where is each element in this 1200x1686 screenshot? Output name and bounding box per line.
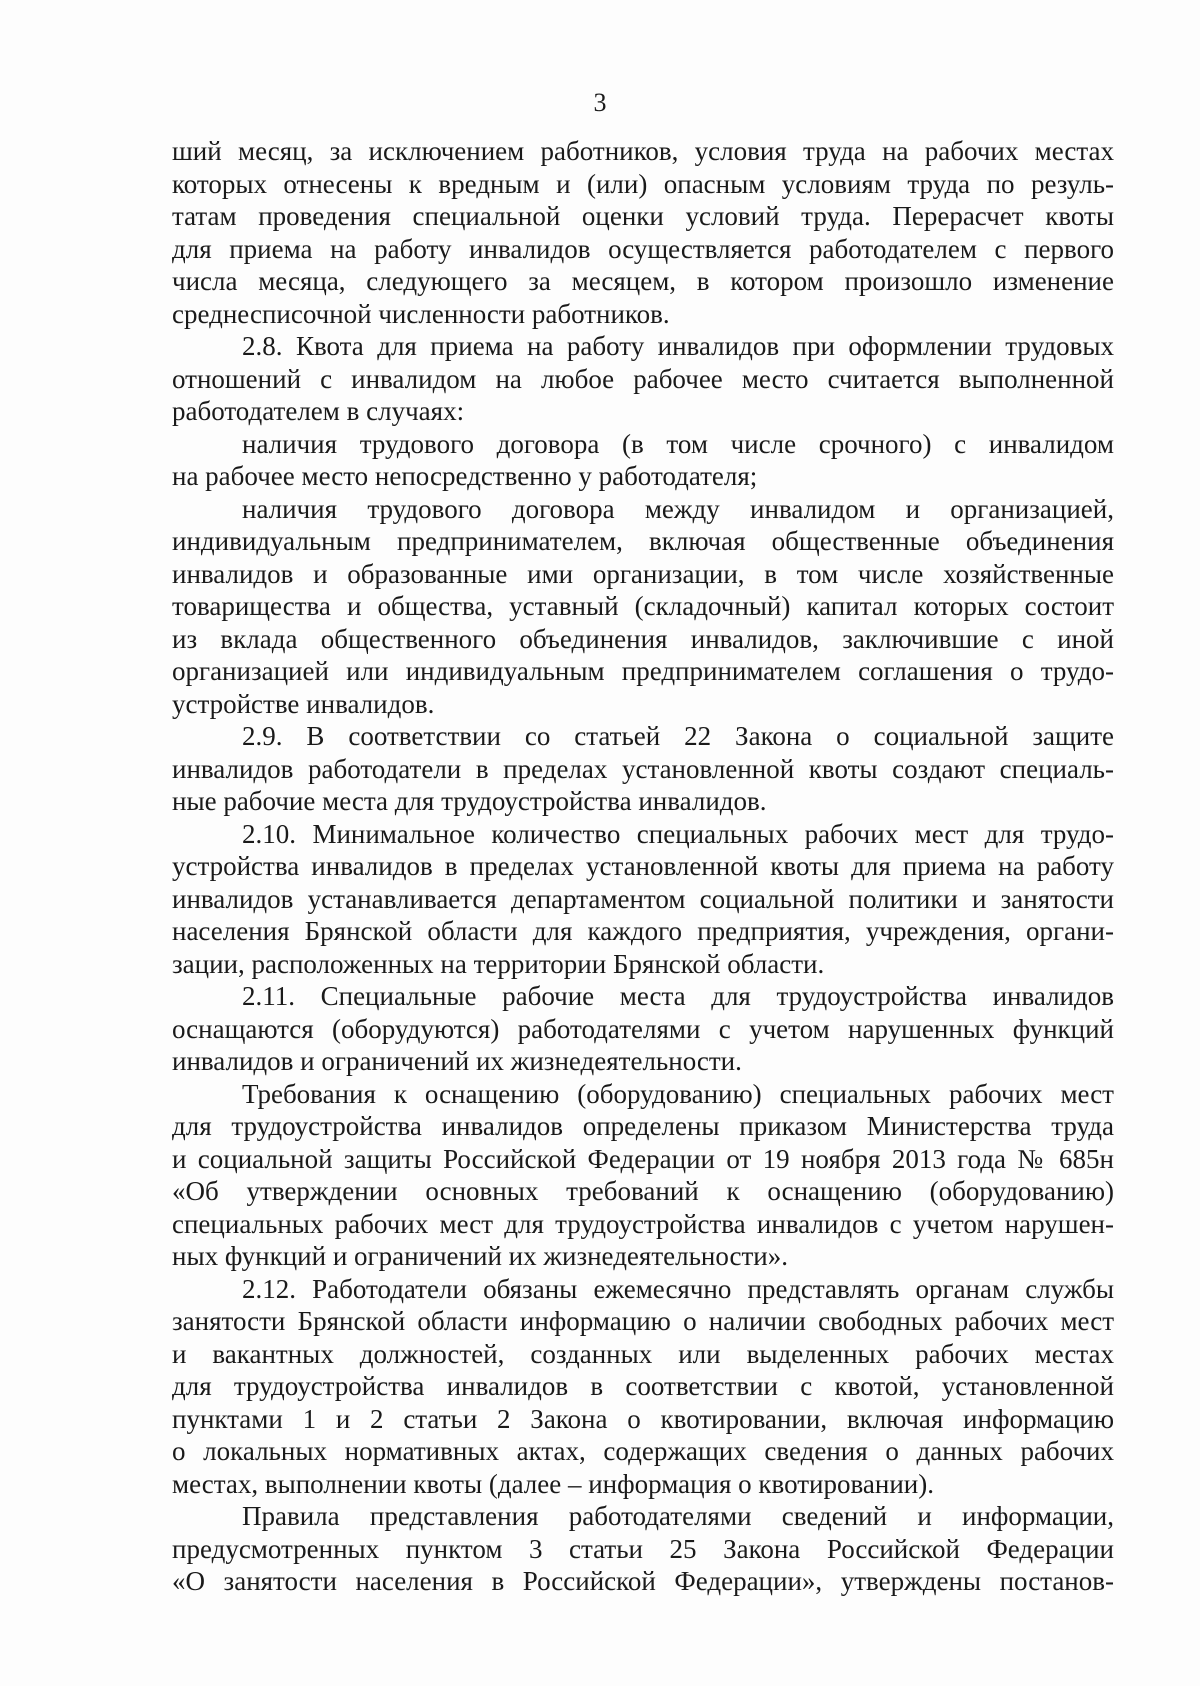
text-line: 2.12. Работодатели обязаны ежемесячно представлять органам службы bbox=[242, 1273, 1114, 1304]
text-line: инвалидов и ограничений их жизнедеятельности. bbox=[172, 1046, 742, 1076]
text-line: инвалидов устанавливается департаментом социальной политики и занятости bbox=[172, 883, 1114, 914]
text-line: для трудоустройства инвалидов в соответствии с квотой, установленной bbox=[172, 1371, 1114, 1401]
text-line: числа месяца, следующего за месяцем, в котором произошло изменение bbox=[172, 266, 1114, 296]
text-line: наличия трудового договора (в том числе срочного) с инвалидом bbox=[242, 428, 1114, 459]
text-line: зации, расположенных на территории Брянской области. bbox=[172, 948, 825, 979]
text-line: татам проведения специальной оценки условий труда. Перерасчет квоты bbox=[172, 201, 1114, 231]
text-line: товарищества и общества, уставный (складочный) капитал которых состоит bbox=[172, 591, 1114, 621]
text-line: устройстве инвалидов. bbox=[172, 688, 435, 719]
text-line: оснащаются (оборудуются) работодателями с учетом нарушенных функций bbox=[172, 1013, 1114, 1044]
text-line: устройства инвалидов в пределах установленной квоты для приема на работу bbox=[172, 851, 1114, 881]
text-line: предусмотренных пунктом 3 статьи 25 Закона Российской Федерации bbox=[172, 1533, 1114, 1564]
text-line: 2.8. Квота для приема на работу инвалидов при оформлении трудовых bbox=[242, 331, 1114, 361]
text-line: среднесписочной численности работников. bbox=[172, 298, 670, 329]
text-line: инвалидов и образованные ими организации, в том числе хозяйственные bbox=[172, 558, 1114, 589]
text-line: 2.10. Минимальное количество специальных рабочих мест для трудо- bbox=[242, 818, 1114, 849]
text-line: наличия трудового договора между инвалидом и организацией, bbox=[242, 493, 1114, 524]
text-line: отношений с инвалидом на любое рабочее место считается выполненной bbox=[172, 363, 1114, 394]
text-line: местах, выполнении квоты (далее – информация о квотировании). bbox=[172, 1468, 934, 1499]
text-line: Требования к оснащению (оборудованию) специальных рабочих мест bbox=[242, 1078, 1114, 1109]
text-line: и социальной защиты Российской Федерации от 19 ноября 2013 года № 685н bbox=[172, 1143, 1114, 1174]
text-line: индивидуальным предпринимателем, включая общественные объединения bbox=[172, 526, 1114, 556]
text-line: пунктами 1 и 2 статьи 2 Закона о квотировании, включая информацию bbox=[172, 1403, 1114, 1434]
text-line: ных функций и ограничений их жизнедеятельности». bbox=[172, 1241, 789, 1271]
text-line: занятости Брянской области информацию о наличии свободных рабочих мест bbox=[172, 1306, 1114, 1336]
text-line: и вакантных должностей, созданных или выделенных рабочих местах bbox=[172, 1338, 1114, 1369]
text-line: ший месяц, за исключением работников, условия труда на рабочих местах bbox=[172, 136, 1114, 166]
text-line: Правила представления работодателями сведений и информации, bbox=[242, 1501, 1114, 1531]
text-line: «Об утверждении основных требований к оснащению (оборудованию) bbox=[172, 1176, 1114, 1206]
text-line: «О занятости населения в Российской Федерации», утверждены постанов- bbox=[172, 1566, 1114, 1596]
text-line: ные рабочие места для трудоустройства инвалидов. bbox=[172, 786, 767, 816]
text-line: о локальных нормативных актах, содержащих сведения о данных рабочих bbox=[172, 1436, 1114, 1466]
text-line: которых отнесены к вредным и (или) опасным условиям труда по резуль- bbox=[172, 168, 1114, 199]
page-number: 3 bbox=[593, 88, 607, 117]
text-line: для трудоустройства инвалидов определены приказом Министерства труда bbox=[172, 1111, 1114, 1141]
text-line: 2.11. Специальные рабочие места для трудоустройства инвалидов bbox=[242, 981, 1114, 1011]
text-line: населения Брянской области для каждого предприятия, учреждения, органи- bbox=[172, 916, 1114, 946]
text-line: на рабочее место непосредственно у работодателя; bbox=[172, 461, 758, 491]
text-line: работодателем в случаях: bbox=[172, 396, 465, 426]
text-line: специальных рабочих мест для трудоустройства инвалидов с учетом нарушен- bbox=[172, 1208, 1114, 1239]
document-body bbox=[172, 135, 1114, 1598]
text-line: инвалидов работодатели в пределах установленной квоты создают специаль- bbox=[172, 753, 1114, 784]
text-line: 2.9. В соответствии со статьей 22 Закона о социальной защите bbox=[242, 721, 1114, 751]
text-line: организацией или индивидуальным предпринимателем соглашения о трудо- bbox=[172, 656, 1114, 686]
text-line: для приема на работу инвалидов осуществляется работодателем с первого bbox=[172, 233, 1114, 264]
text-line: из вклада общественного объединения инвалидов, заключившие с иной bbox=[172, 623, 1114, 654]
